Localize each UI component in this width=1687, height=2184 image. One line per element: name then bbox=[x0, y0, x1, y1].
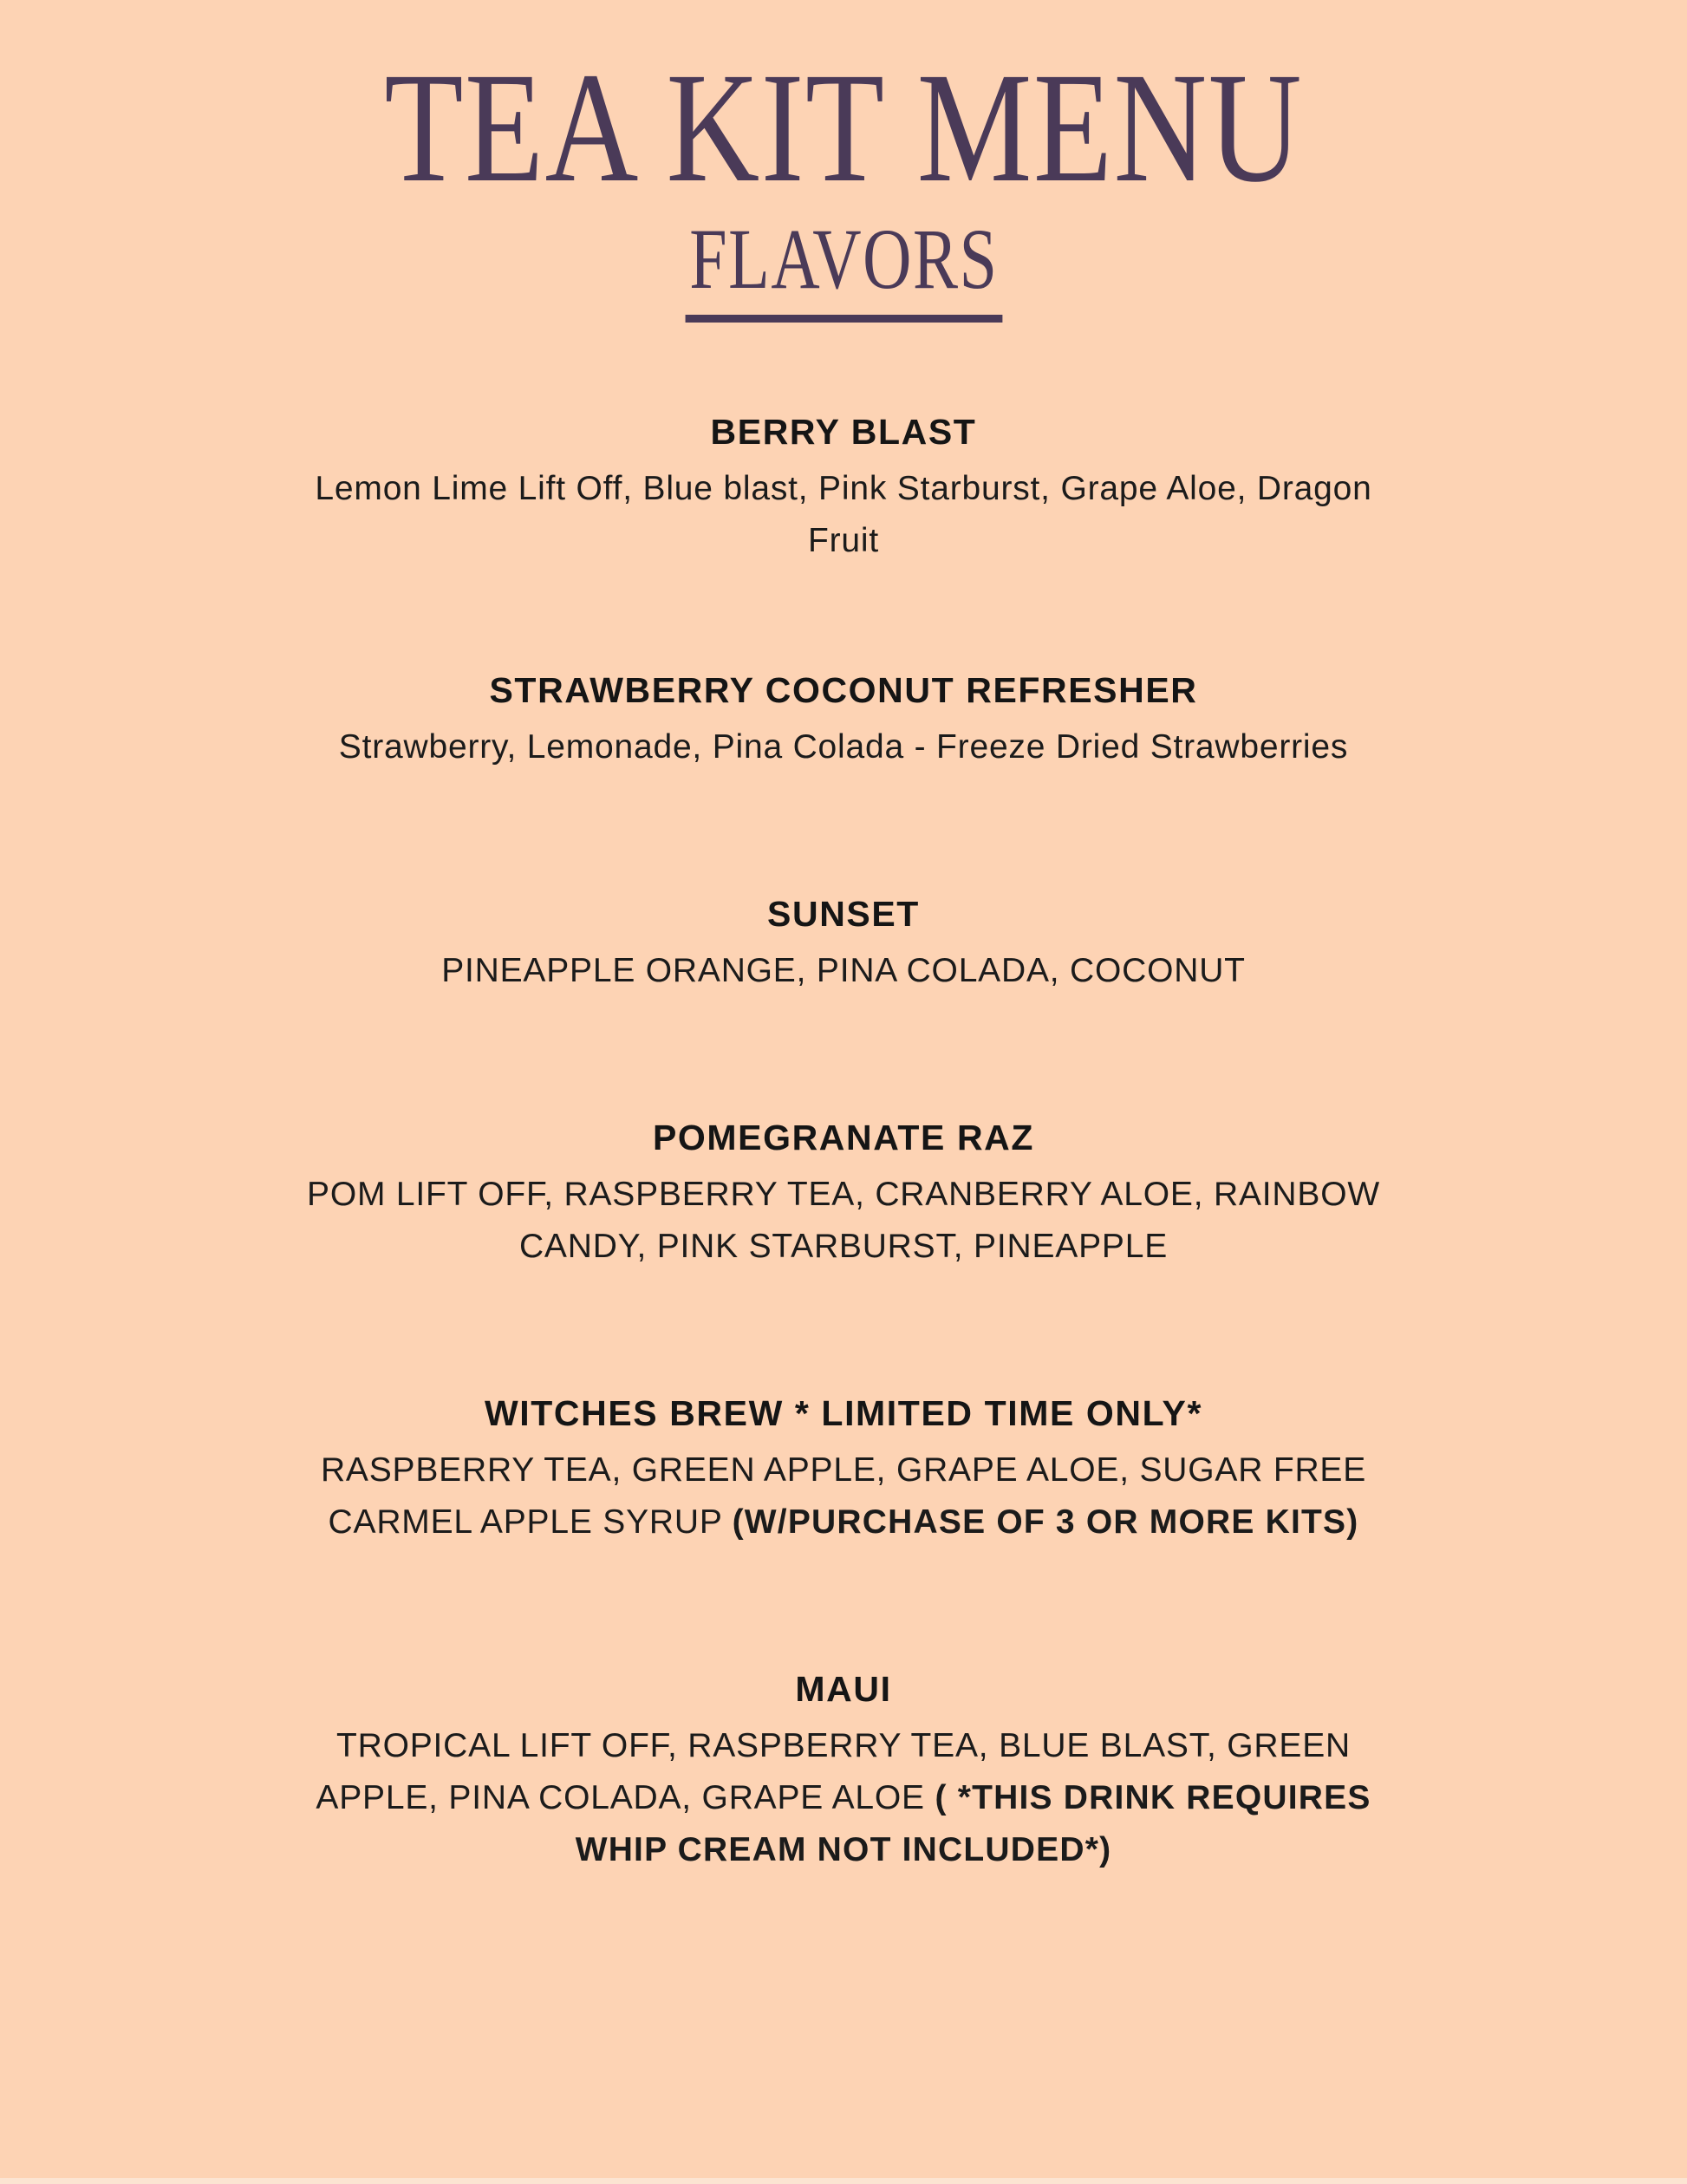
page-subtitle: FLAVORS bbox=[685, 216, 1002, 323]
flavor-ingredients-text: Lemon Lime Lift Off, Blue blast, Pink Starburst, Grape Aloe, Dragon Fruit bbox=[315, 470, 1372, 560]
flavor-name: WITCHES BREW * LIMITED TIME ONLY* bbox=[484, 1393, 1203, 1434]
flavor-name: STRAWBERRY COCONUT REFRESHER bbox=[489, 670, 1198, 711]
flavor-ingredients-text: Strawberry, Lemonade, Pina Colada - Freeze Dried Strawberries bbox=[338, 728, 1349, 766]
page-title-text: TEA KIT MENU bbox=[384, 41, 1303, 215]
flavor-ingredients bbox=[297, 1720, 1390, 1876]
flavor-section-strawberry-coconut-refresher bbox=[280, 669, 1407, 773]
flavor-ingredients bbox=[297, 945, 1390, 997]
flavor-list bbox=[0, 411, 1687, 1876]
page-edge-highlight bbox=[0, 2178, 1687, 2184]
flavor-section-pomegranate-raz bbox=[280, 1117, 1407, 1273]
flavor-section-sunset bbox=[280, 893, 1407, 997]
flavor-name: BERRY BLAST bbox=[710, 412, 977, 453]
flavor-ingredients-note: (W/PURCHASE OF 3 OR MORE KITS) bbox=[732, 1503, 1359, 1542]
flavor-name: POMEGRANATE RAZ bbox=[652, 1118, 1035, 1158]
flavor-ingredients-text: POM LIFT OFF, RASPBERRY TEA, CRANBERRY ALOE, RAINBOW CANDY, PINK STARBURST, PINEAPPLE bbox=[307, 1176, 1380, 1266]
flavor-ingredients bbox=[297, 1169, 1390, 1273]
flavor-ingredients-text: RASPBERRY TEA, GREEN APPLE, GRAPE ALOE, SUGAR FREE CARMEL APPLE SYRUP bbox=[320, 1451, 1367, 1542]
flavor-section-witches-brew bbox=[280, 1392, 1407, 1548]
flavor-section-maui bbox=[280, 1668, 1407, 1876]
flavor-name: SUNSET bbox=[767, 894, 920, 935]
flavor-name: MAUI bbox=[795, 1669, 892, 1710]
flavor-ingredients-note: ( *THIS DRINK REQUIRES WHIP CREAM NOT INCLUDED*) bbox=[575, 1779, 1371, 1869]
menu-header bbox=[0, 0, 1687, 323]
page-title bbox=[0, 0, 1687, 215]
flavor-section-berry-blast bbox=[280, 411, 1407, 567]
flavor-ingredients bbox=[297, 1444, 1390, 1548]
flavor-ingredients bbox=[297, 721, 1390, 773]
flavor-ingredients-text: PINEAPPLE ORANGE, PINA COLADA, COCONUT bbox=[441, 952, 1246, 990]
subtitle-row bbox=[0, 211, 1687, 323]
flavor-ingredients bbox=[297, 463, 1390, 567]
flavor-ingredients-text: TROPICAL LIFT OFF, RASPBERRY TEA, BLUE BLAST, GREEN APPLE, PINA COLADA, GRAPE ALOE bbox=[316, 1727, 1351, 1817]
